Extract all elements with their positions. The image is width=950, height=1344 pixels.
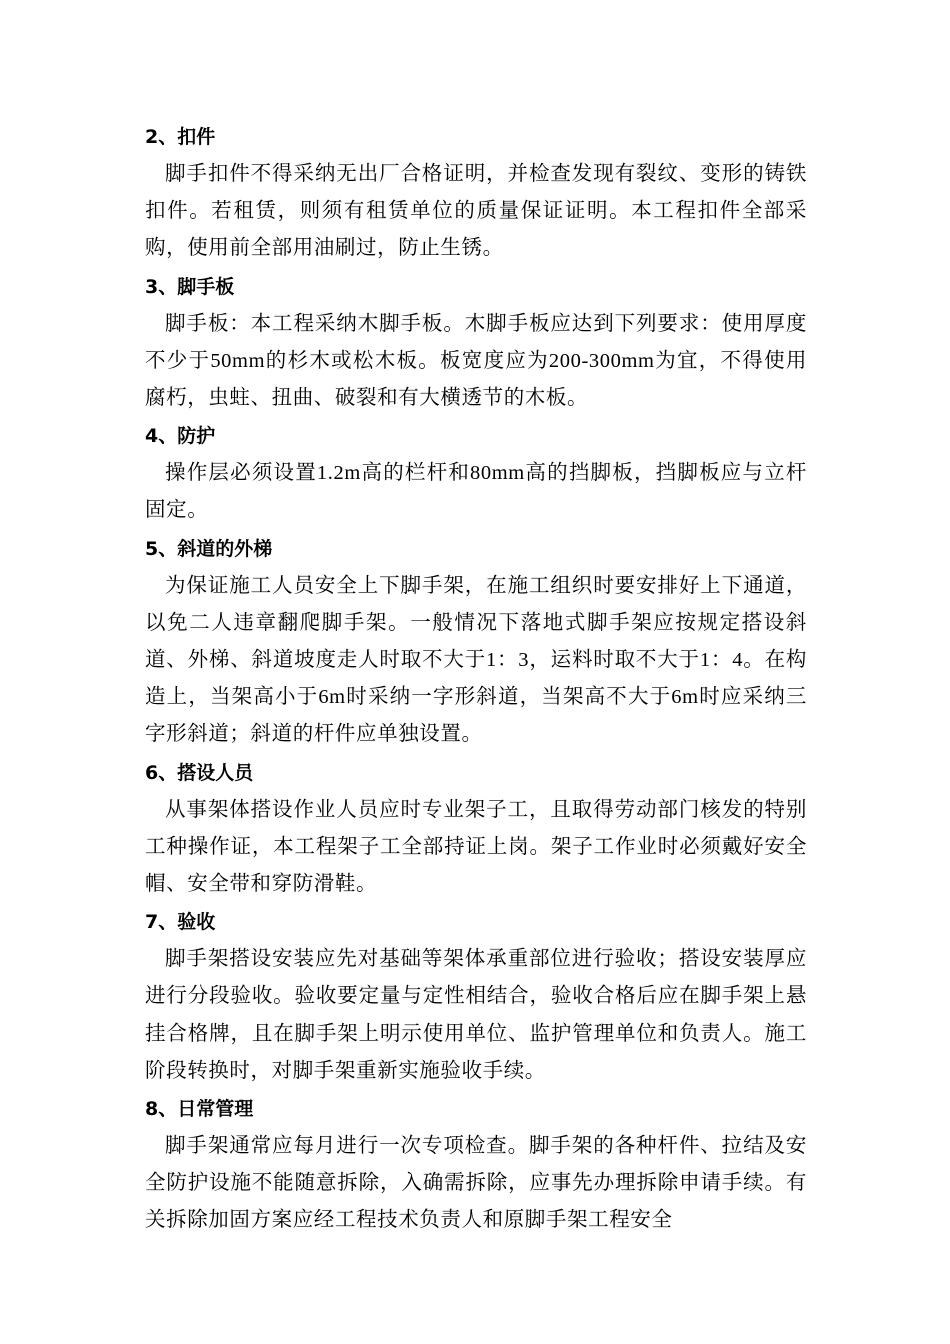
section-heading: 2、扣件 [145,126,216,148]
section-body: 脚手架搭设安装应先对基础等架体承重部位进行验收；搭设安装厚应进行分段验收。验收要定量与定性相结合，验收合格后应在脚手架上悬挂合格牌，且在脚手架上明示使用单位、监护管理单位和负责人。施工阶段转换时，对脚手架重新实施验收手续。 [145,948,807,1082]
section-heading: 7、验收 [145,911,216,934]
document-page [145,118,807,1240]
section-body: 脚手架通常应每月进行一次专项检查。脚手架的各种杆件、拉结及安全防护设施不能随意拆除，入确需拆除，应事先办理拆除申请手续。有关拆除加固方案应经工程技术负责人和原脚手架工程安全 [145,1135,807,1232]
section-scaffold-boards [145,268,807,418]
section-heading: 4、防护 [145,425,216,448]
section-heading: 5、斜道的外梯 [145,537,273,560]
section-body: 为保证施工人员安全上下脚手架，在施工组织时要安排好上下通道，以免二人违章翻爬脚手架。一般情况下落地式脚手架应按规定搭设斜道、外梯、斜道坡度走人时取不大于1：3，运料时取不大于1：4。在构造上，当架高小于6m时采纳一字形斜道，当架高不大于6m时应采纳三字形斜道；斜道的杆件应单独设置。 [145,574,807,746]
section-heading: 6、搭设人员 [145,761,254,784]
section-heading: 3、脚手板 [145,275,235,298]
section-body: 脚手扣件不得采纳无出厂合格证明，并检查发现有裂纹、变形的铸铁扣件。若租赁，则须有租赁单位的质量保证证明。本工程扣件全部采购，使用前全部用油刷过，防止生锈。 [145,163,807,260]
section-erection-personnel [145,754,807,904]
section-protection [145,417,807,529]
section-body: 从事架体搭设作业人员应时专业架子工，且取得劳动部门核发的特别工种操作证，本工程架子工全部持证上岗。架子工作业时必须戴好安全帽、安全带和穿防滑鞋。 [145,798,807,896]
section-body: 脚手板：本工程采纳木脚手板。木脚手板应达到下列要求：使用厚度不少于50mm的杉木或松木板。板宽度应为200-300mm为宜，不得使用腐朽，虫蛀、扭曲、破裂和有大横透节的木板。 [145,312,807,410]
section-daily-management [145,1090,807,1240]
section-heading: 8、日常管理 [145,1098,254,1121]
section-body: 操作层必须设置1.2m高的栏杆和80mm高的挡脚板，挡脚板应与立杆固定。 [145,462,807,522]
section-ramps-ladders [145,530,807,754]
section-acceptance [145,903,807,1090]
section-fasteners [145,118,807,268]
